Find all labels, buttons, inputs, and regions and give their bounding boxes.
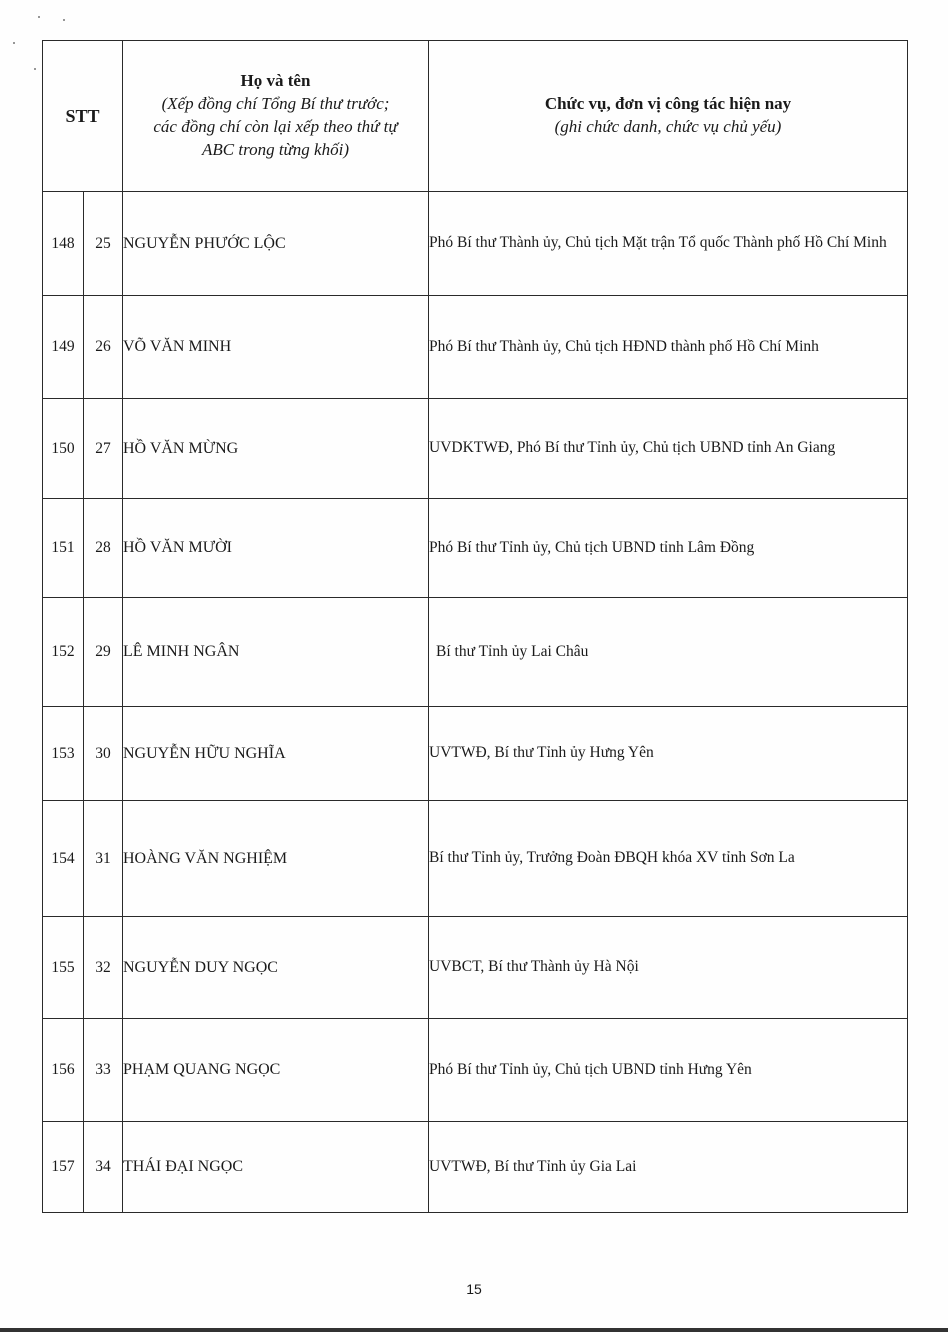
group-index-cell: 26	[84, 296, 123, 399]
group-index-cell: 29	[84, 598, 123, 707]
stt-cell: 157	[43, 1122, 84, 1213]
table-header-row	[43, 41, 908, 192]
scan-speck	[34, 68, 36, 70]
group-index-cell: 27	[84, 399, 123, 499]
name-cell: VÕ VĂN MINH	[123, 296, 429, 399]
position-cell: UVTWĐ, Bí thư Tỉnh ủy Gia Lai	[429, 1122, 908, 1213]
position-cell: Phó Bí thư Thành ủy, Chủ tịch Mặt trận Tổ quốc Thành phố Hồ Chí Minh	[429, 192, 908, 296]
name-cell: NGUYỄN DUY NGỌC	[123, 917, 429, 1019]
personnel-table	[42, 40, 908, 1213]
stt-cell: 150	[43, 399, 84, 499]
stt-cell: 156	[43, 1019, 84, 1122]
stt-cell: 153	[43, 707, 84, 801]
group-index-cell: 34	[84, 1122, 123, 1213]
position-cell: UVTWĐ, Bí thư Tỉnh ủy Hưng Yên	[429, 707, 908, 801]
group-index-cell: 28	[84, 499, 123, 598]
table-row	[43, 296, 908, 399]
table-row	[43, 1122, 908, 1213]
table-row	[43, 707, 908, 801]
name-header-note: ABC trong từng khối)	[202, 139, 349, 159]
name-column-header	[123, 41, 429, 192]
name-cell: PHẠM QUANG NGỌC	[123, 1019, 429, 1122]
stt-cell: 151	[43, 499, 84, 598]
table-row	[43, 1019, 908, 1122]
position-cell: Bí thư Tỉnh ủy Lai Châu	[429, 598, 908, 707]
name-header-title: Họ và tên	[240, 71, 311, 91]
table-row	[43, 598, 908, 707]
table-row	[43, 499, 908, 598]
name-header-note: các đồng chí còn lại xếp theo thứ tự	[153, 117, 398, 136]
name-header-note: (Xếp đồng chí Tổng Bí thư trước;	[161, 94, 390, 114]
position-header-title: Chức vụ, đơn vị công tác hiện nay	[544, 94, 792, 114]
stt-column-header: STT	[43, 41, 123, 192]
name-cell: HOÀNG VĂN NGHIỆM	[123, 801, 429, 917]
position-cell: Phó Bí thư Tỉnh ủy, Chủ tịch UBND tỉnh Hưng Yên	[429, 1019, 908, 1122]
name-cell: HỒ VĂN MỪNG	[123, 399, 429, 499]
position-cell: Phó Bí thư Thành ủy, Chủ tịch HĐND thành phố Hồ Chí Minh	[429, 296, 908, 399]
stt-cell: 148	[43, 192, 84, 296]
group-index-cell: 30	[84, 707, 123, 801]
stt-cell: 155	[43, 917, 84, 1019]
position-column-header	[429, 41, 908, 192]
name-cell: THÁI ĐẠI NGỌC	[123, 1122, 429, 1213]
position-cell: Phó Bí thư Tỉnh ủy, Chủ tịch UBND tỉnh Lâm Đồng	[429, 499, 908, 598]
group-index-cell: 33	[84, 1019, 123, 1122]
position-header-note: (ghi chức danh, chức vụ chủ yếu)	[554, 117, 782, 136]
name-cell: NGUYỄN PHƯỚC LỘC	[123, 192, 429, 296]
stt-cell: 152	[43, 598, 84, 707]
group-index-cell: 32	[84, 917, 123, 1019]
position-cell: UVBCT, Bí thư Thành ủy Hà Nội	[429, 917, 908, 1019]
name-cell: HỒ VĂN MƯỜI	[123, 499, 429, 598]
group-index-cell: 31	[84, 801, 123, 917]
page-bottom-edge	[0, 1328, 948, 1332]
scan-speck	[38, 16, 40, 18]
stt-cell: 149	[43, 296, 84, 399]
position-cell: Bí thư Tỉnh ủy, Trưởng Đoàn ĐBQH khóa XV tỉnh Sơn La	[429, 801, 908, 917]
group-index-cell: 25	[84, 192, 123, 296]
table-row	[43, 801, 908, 917]
table-row	[43, 917, 908, 1019]
name-cell: NGUYỄN HỮU NGHĨA	[123, 707, 429, 801]
table-row	[43, 192, 908, 296]
scan-speck	[63, 19, 65, 21]
page-number: 15	[466, 1281, 482, 1297]
stt-cell: 154	[43, 801, 84, 917]
name-cell: LÊ MINH NGÂN	[123, 598, 429, 707]
table-row	[43, 399, 908, 499]
scan-speck	[13, 42, 15, 44]
position-cell: UVDKTWĐ, Phó Bí thư Tỉnh ủy, Chủ tịch UBND tỉnh An Giang	[429, 399, 908, 499]
